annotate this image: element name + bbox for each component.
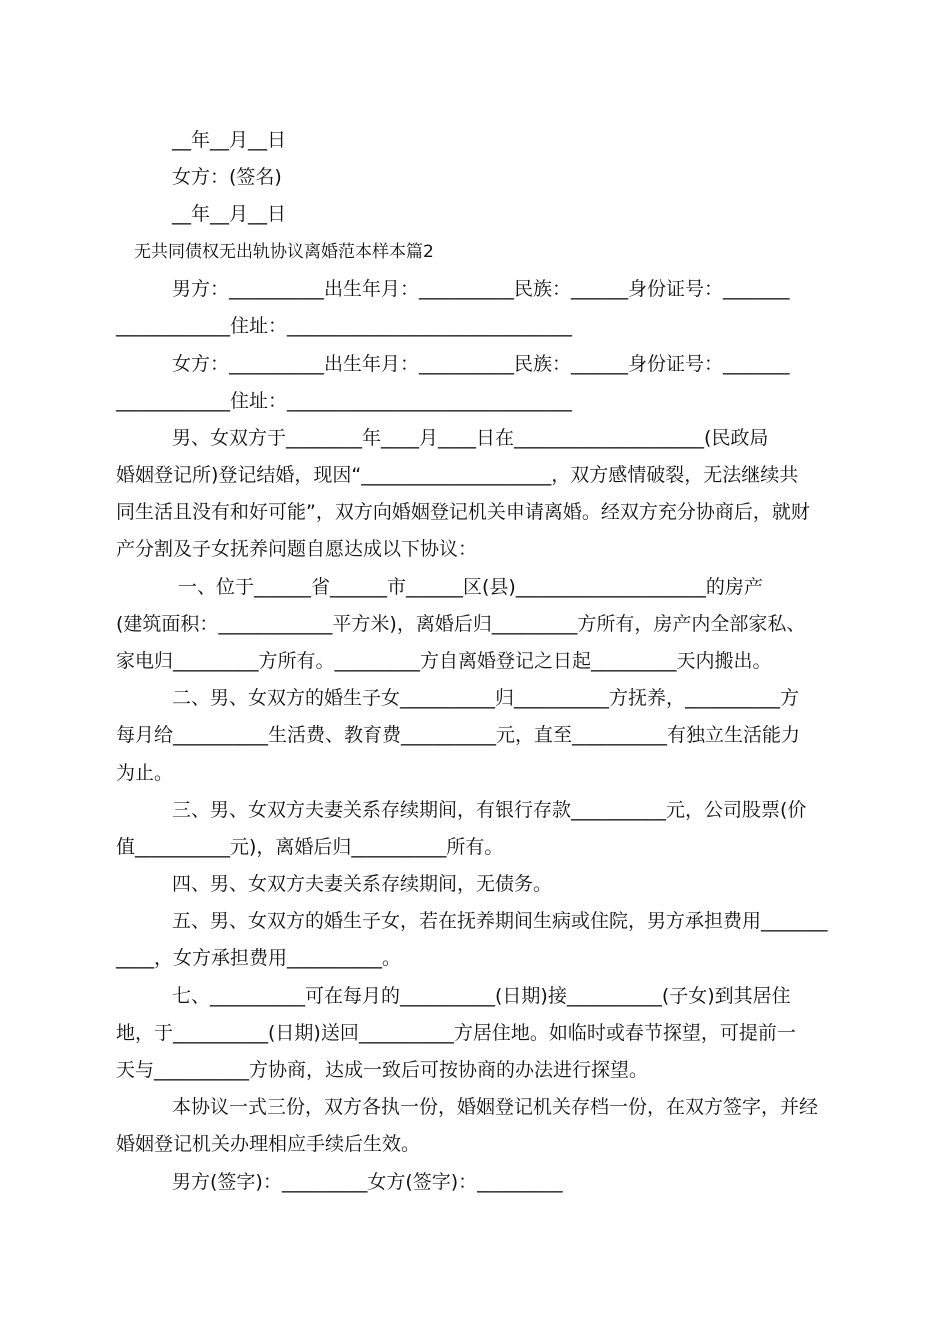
clause-line: 家电归_________方所有。_________方自离婚登记之日起_________天内搬出。 [116, 650, 772, 672]
closing-line: 本协议一式三份，双方各执一份，婚姻登记机关存档一份，在双方签字，并经 [172, 1096, 819, 1118]
clause-line: 天与__________方协商，达成一致后可按协商的办法进行探望。 [116, 1059, 649, 1081]
clause-line: 二、男、女双方的婚生子女__________归__________方抚养，__________方 [172, 687, 800, 709]
paragraph-line: 同生活且没有和好可能”，双方向婚姻登记机关申请离婚。经双方充分协商后，就财 [116, 501, 810, 523]
section-title: 无共同债权无出轨协议离婚范本样本篇2 [134, 242, 434, 262]
paragraph-line: 产分割及子女抚养问题自愿达成以下协议： [116, 538, 478, 560]
paragraph-line: 男、女双方于________年____月____日在____________________(民政局 [172, 427, 769, 449]
clause-line: 五、男、女双方的婚生子女，若在抚养期间生病或住院，男方承担费用_______ [172, 910, 828, 932]
clause-line: 四、男、女双方夫妻关系存续期间，无债务。 [172, 873, 553, 895]
clause-line: 为止。 [116, 762, 174, 784]
date-line: __年__月__日 [172, 129, 287, 151]
female-address-line: ____________住址：______________________________ [116, 390, 573, 412]
closing-line: 婚姻登记机关办理相应手续后生效。 [116, 1133, 421, 1155]
clause-line: 一、位于______省______市______区(县)____________________的房产 [178, 576, 763, 598]
date-line: __年__月__日 [172, 203, 287, 225]
male-info-line: 男方：__________出生年月：__________民族：______身份证号：_______ [172, 278, 790, 300]
clause-line: (建筑面积：____________平方米)，离婚后归_________方所有，房产内全部家私、 [116, 613, 806, 635]
clause-line: 七、__________可在每月的__________(日期)接__________(子女)到其居住 [172, 985, 791, 1007]
female-signature-line: 女方：(签名) [172, 166, 282, 188]
female-info-line: 女方：__________出生年月：__________民族：______身份证号：_______ [172, 353, 790, 375]
clause-line: 值__________元)，离婚后归__________所有。 [116, 836, 504, 858]
clause-line: 每月给__________生活费、教育费__________元，直至__________有独立生活能力 [116, 724, 801, 746]
signature-line: 男方(签字)：_________女方(签字)：_________ [172, 1171, 563, 1193]
male-address-line: ____________住址：______________________________ [116, 315, 573, 337]
paragraph-line: 婚姻登记所)登记结婚，现因“____________________，双方感情破裂，无法继续共 [116, 464, 799, 486]
clause-line: 三、男、女双方夫妻关系存续期间，有银行存款__________元，公司股票(价 [172, 799, 807, 821]
clause-line: ____，女方承担费用__________。 [116, 947, 402, 969]
clause-line: 地，于__________(日期)送回__________方居住地。如临时或春节探望，可提前一 [116, 1022, 796, 1044]
